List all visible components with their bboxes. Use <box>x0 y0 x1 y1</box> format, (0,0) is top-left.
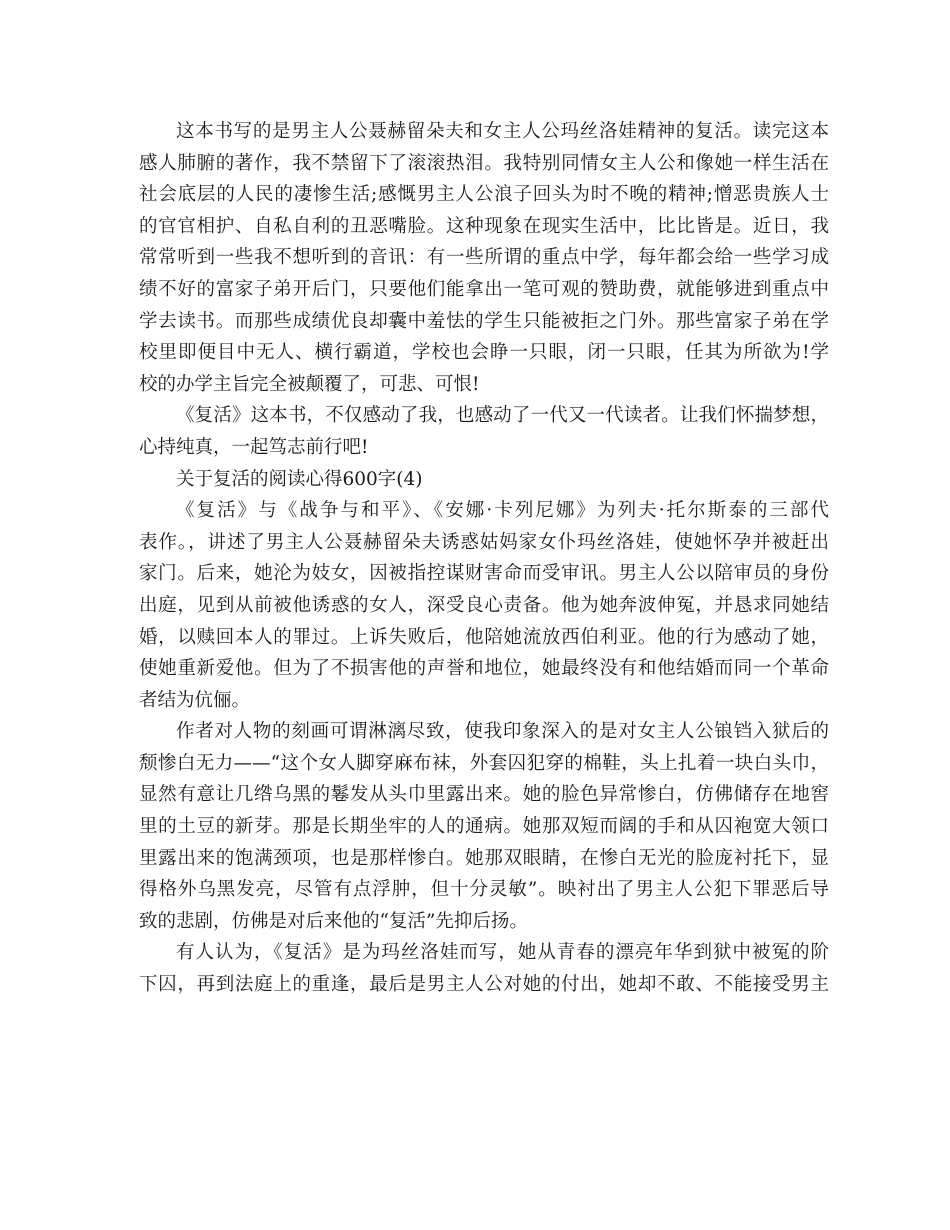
text-line: 出庭，见到从前被他诱惑的女人，深受良心责备。他为她奔波伸冤，并恳求同她结 <box>139 594 829 616</box>
document-body <box>139 116 829 1001</box>
text-line: 显然有意让几绺乌黑的鬈发从头巾里露出来。她的脸色异常惨白，仿佛储存在地窖 <box>139 784 829 806</box>
text-line: 《复活》与《战争与和平》、《安娜·卡列尼娜》为列夫·托尔斯泰的三部代 <box>176 500 829 522</box>
text-line: 校的办学主旨完全被颠覆了，可悲、可恨! <box>139 373 480 395</box>
text-line: 社会底层的人民的凄惨生活;感慨男主人公浪子回头为时不晚的精神;憎恶贵族人士 <box>139 184 829 206</box>
text-line: 校里即便目中无人、横行霸道，学校也会睁一只眼，闭一只眼，任其为所欲为!学 <box>139 342 830 364</box>
text-line: 感人肺腑的著作，我不禁留下了滚滚热泪。我特别同情女主人公和像她一样生活在 <box>139 152 829 174</box>
text-line: 下囚，再到法庭上的重逢，最后是男主人公对她的付出，她却不敢、不能接受男主 <box>139 974 829 996</box>
text-line: 者结为伉俪。 <box>139 689 251 711</box>
text-line: 使她重新爱他。但为了不损害他的声誉和地位，她最终没有和他结婚而同一个革命 <box>139 658 829 680</box>
text-line: 绩不好的富家子弟开后门，只要他们能拿出一笔可观的赞助费，就能够进到重点中 <box>139 278 829 300</box>
text-line: 颓惨白无力——“这个女人脚穿麻布袜，外套囚犯穿的棉鞋，头上扎着一块白头巾， <box>139 752 829 774</box>
text-line: 有人认为，《复活》是为玛丝洛娃而写，她从青春的漂亮年华到狱中被冤的阶 <box>176 942 829 964</box>
text-line: 表作。，讲述了男主人公聂赫留朵夫诱惑姑妈家女仆玛丝洛娃，使她怀孕并被赶出 <box>139 531 829 553</box>
text-line: 《复活》这本书，不仅感动了我，也感动了一代又一代读者。让我们怀揣梦想， <box>176 405 829 427</box>
text-line: 作者对人物的刻画可谓淋漓尽致，使我印象深入的是对女主人公锒铛入狱后的 <box>176 721 829 743</box>
text-line: 学去读书。而那些成绩优良却囊中羞怯的学生只能被拒之门外。那些富家子弟在学 <box>139 310 829 332</box>
text-line: 里露出来的饱满颈项，也是那样惨白。她那双眼睛，在惨白无光的脸庞衬托下，显 <box>139 847 829 869</box>
text-line: 里的土豆的新芽。那是长期坐牢的人的通病。她那双短而阔的手和从囚袍宽大领口 <box>139 816 829 838</box>
text-line: 得格外乌黑发亮，尽管有点浮肿，但十分灵敏”。映衬出了男主人公犯下罪恶后导 <box>139 879 829 901</box>
text-line: 家门。后来，她沦为妓女，因被指控谋财害命而受审讯。男主人公以陪审员的身份 <box>139 563 829 585</box>
text-line: 关于复活的阅读心得600字(4) <box>176 468 423 490</box>
text-line: 常常听到一些我不想听到的音讯：有一些所谓的重点中学，每年都会给一些学习成 <box>139 247 829 269</box>
text-line: 的官官相护、自私自利的丑恶嘴脸。这种现象在现实生活中，比比皆是。近日，我 <box>139 215 829 237</box>
text-line: 致的悲剧，仿佛是对后来他的“复活”先抑后扬。 <box>139 910 528 932</box>
text-line: 婚，以赎回本人的罪过。上诉失败后，他陪她流放西伯利亚。他的行为感动了她， <box>139 626 829 648</box>
text-line: 心持纯真，一起笃志前行吧! <box>139 436 369 458</box>
text-line: 这本书写的是男主人公聂赫留朵夫和女主人公玛丝洛娃精神的复活。读完这本 <box>176 121 829 142</box>
